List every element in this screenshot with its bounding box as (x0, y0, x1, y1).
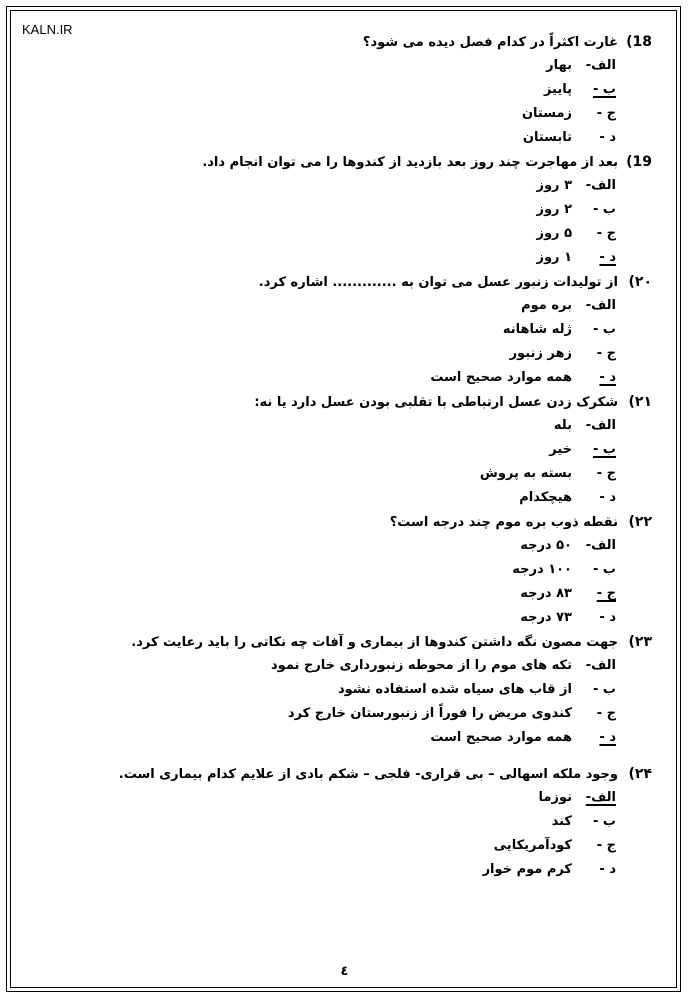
option-item (30, 226, 616, 250)
option-text: زهر زنبور (509, 346, 572, 361)
question-number: ۲۱) (628, 394, 652, 410)
option-text: زمستان (521, 106, 572, 121)
option-text: پاییز (543, 82, 572, 97)
question-line (30, 634, 652, 658)
page-number: ٤ (340, 964, 349, 979)
question-line (30, 154, 652, 178)
option-item (30, 658, 616, 682)
option-item (30, 730, 616, 754)
option-text: تابستان (522, 130, 572, 145)
spacer (30, 754, 652, 766)
option-label: الف- (585, 418, 616, 433)
question-number: 19) (626, 154, 652, 170)
question-item (30, 766, 652, 886)
option-text: کند (551, 814, 572, 829)
option-item (30, 838, 616, 862)
option-text: نوزما (538, 790, 572, 805)
option-label: ج - (596, 466, 616, 481)
question-item (30, 634, 652, 754)
question-text: جهت مصون نگه داشتن کندوها از بیماری و آفات چه نکاتی را باید رعایت کرد. (131, 635, 618, 650)
option-label: ب - (593, 682, 616, 697)
option-text: همه موارد صحیح است (430, 370, 572, 385)
question-text: از تولیدات زنبور عسل می توان به ............. اشاره کرد. (258, 275, 618, 290)
option-label: ج - (596, 838, 616, 853)
option-label: الف- (585, 658, 616, 673)
option-text: ۲ روز (536, 202, 572, 217)
option-item (30, 610, 616, 634)
option-item (30, 298, 616, 322)
option-item (30, 814, 616, 838)
option-item (30, 538, 616, 562)
option-item (30, 466, 616, 490)
option-label: د - (599, 130, 616, 145)
option-text: بهار (546, 58, 572, 73)
option-text: ژله شاهانه (502, 322, 572, 337)
option-text: بره موم (521, 298, 572, 313)
option-text: همه موارد صحیح است (430, 730, 572, 745)
option-label: ج - (596, 706, 616, 721)
option-item (30, 862, 616, 886)
option-item (30, 202, 616, 226)
option-item (30, 346, 616, 370)
option-label-correct: د - (599, 250, 616, 265)
site-watermark: KALN.IR (22, 22, 73, 37)
option-label: ب - (593, 322, 616, 337)
option-text: هیچکدام (519, 490, 572, 505)
option-label-correct: ب - (593, 442, 616, 457)
option-item (30, 250, 616, 274)
question-text: شکرک زدن عسل ارتباطی با تقلبی بودن عسل دارد یا نه: (254, 395, 618, 410)
question-text: غارت اکثراً در کدام فصل دیده می شود؟ (362, 35, 618, 50)
option-text: بسته به پروش (479, 466, 572, 481)
option-text: ۱۰۰ درجه (512, 562, 572, 577)
option-item (30, 130, 616, 154)
option-label: ج - (596, 106, 616, 121)
option-label-correct: د - (599, 730, 616, 745)
option-list (30, 418, 616, 514)
option-list (30, 538, 616, 634)
option-item (30, 586, 616, 610)
option-item (30, 82, 616, 106)
option-text: ۳ روز (536, 178, 572, 193)
option-label-correct: الف- (585, 790, 616, 805)
option-list (30, 58, 616, 154)
option-item (30, 442, 616, 466)
option-text: ۸۳ درجه (520, 586, 572, 601)
option-label-correct: ب - (593, 82, 616, 97)
question-text: نقطه ذوب بره موم چند درجه است؟ (389, 515, 618, 530)
option-label: الف- (585, 58, 616, 73)
question-list (30, 34, 652, 886)
question-line (30, 394, 652, 418)
question-item (30, 514, 652, 634)
question-text: بعد از مهاجرت چند روز بعد بازدید از کندوها را می توان انجام داد. (202, 155, 618, 170)
question-line (30, 514, 652, 538)
option-text: خیر (549, 442, 572, 457)
option-item (30, 682, 616, 706)
option-list (30, 298, 616, 394)
question-item (30, 154, 652, 274)
question-item (30, 394, 652, 514)
option-label: الف- (585, 538, 616, 553)
question-number: ۲۲) (628, 514, 652, 530)
option-label: ب - (593, 202, 616, 217)
option-label: د - (599, 490, 616, 505)
option-text: ۵۰ درجه (520, 538, 572, 553)
option-text: از قاب های سیاه شده استفاده نشود (337, 682, 572, 697)
question-line (30, 766, 652, 790)
option-item (30, 790, 616, 814)
option-text: ۵ روز (536, 226, 572, 241)
option-text: کندوی مریض را فوراً از زنبورستان خارج کرد (287, 706, 572, 721)
question-item (30, 34, 652, 154)
option-item (30, 418, 616, 442)
option-text: ۷۳ درجه (520, 610, 572, 625)
option-label: ج - (596, 226, 616, 241)
option-item (30, 490, 616, 514)
option-item (30, 322, 616, 346)
option-text: بله (553, 418, 572, 433)
option-item (30, 370, 616, 394)
option-label: ب - (593, 562, 616, 577)
question-item (30, 274, 652, 394)
question-line (30, 34, 652, 58)
option-item (30, 178, 616, 202)
option-item (30, 706, 616, 730)
option-label: ب - (593, 814, 616, 829)
option-text: کودآمریکایی (493, 838, 572, 853)
option-list (30, 178, 616, 274)
option-label: د - (599, 610, 616, 625)
option-text: تکه های موم را از محوطه زنبورداری خارج نمود (271, 658, 572, 673)
question-line (30, 274, 652, 298)
option-list (30, 658, 616, 754)
option-item (30, 106, 616, 130)
option-text: ۱ روز (536, 250, 572, 265)
option-label-correct: ج - (596, 586, 616, 601)
option-label: د - (599, 862, 616, 877)
option-text: کرم موم خوار (482, 862, 572, 877)
question-text: وجود ملکه اسهالی – بی قراری- فلجی – شکم بادی از علایم کدام بیماری است. (118, 767, 618, 782)
option-label: ج - (596, 346, 616, 361)
option-item (30, 562, 616, 586)
question-number: ۲۰) (628, 274, 652, 290)
option-label: الف- (585, 178, 616, 193)
question-number: 18) (626, 34, 652, 50)
option-label-correct: د - (599, 370, 616, 385)
option-list (30, 790, 616, 886)
option-label: الف- (585, 298, 616, 313)
option-item (30, 58, 616, 82)
question-number: ۲۳) (628, 634, 652, 650)
question-number: ۲۴) (628, 766, 652, 782)
